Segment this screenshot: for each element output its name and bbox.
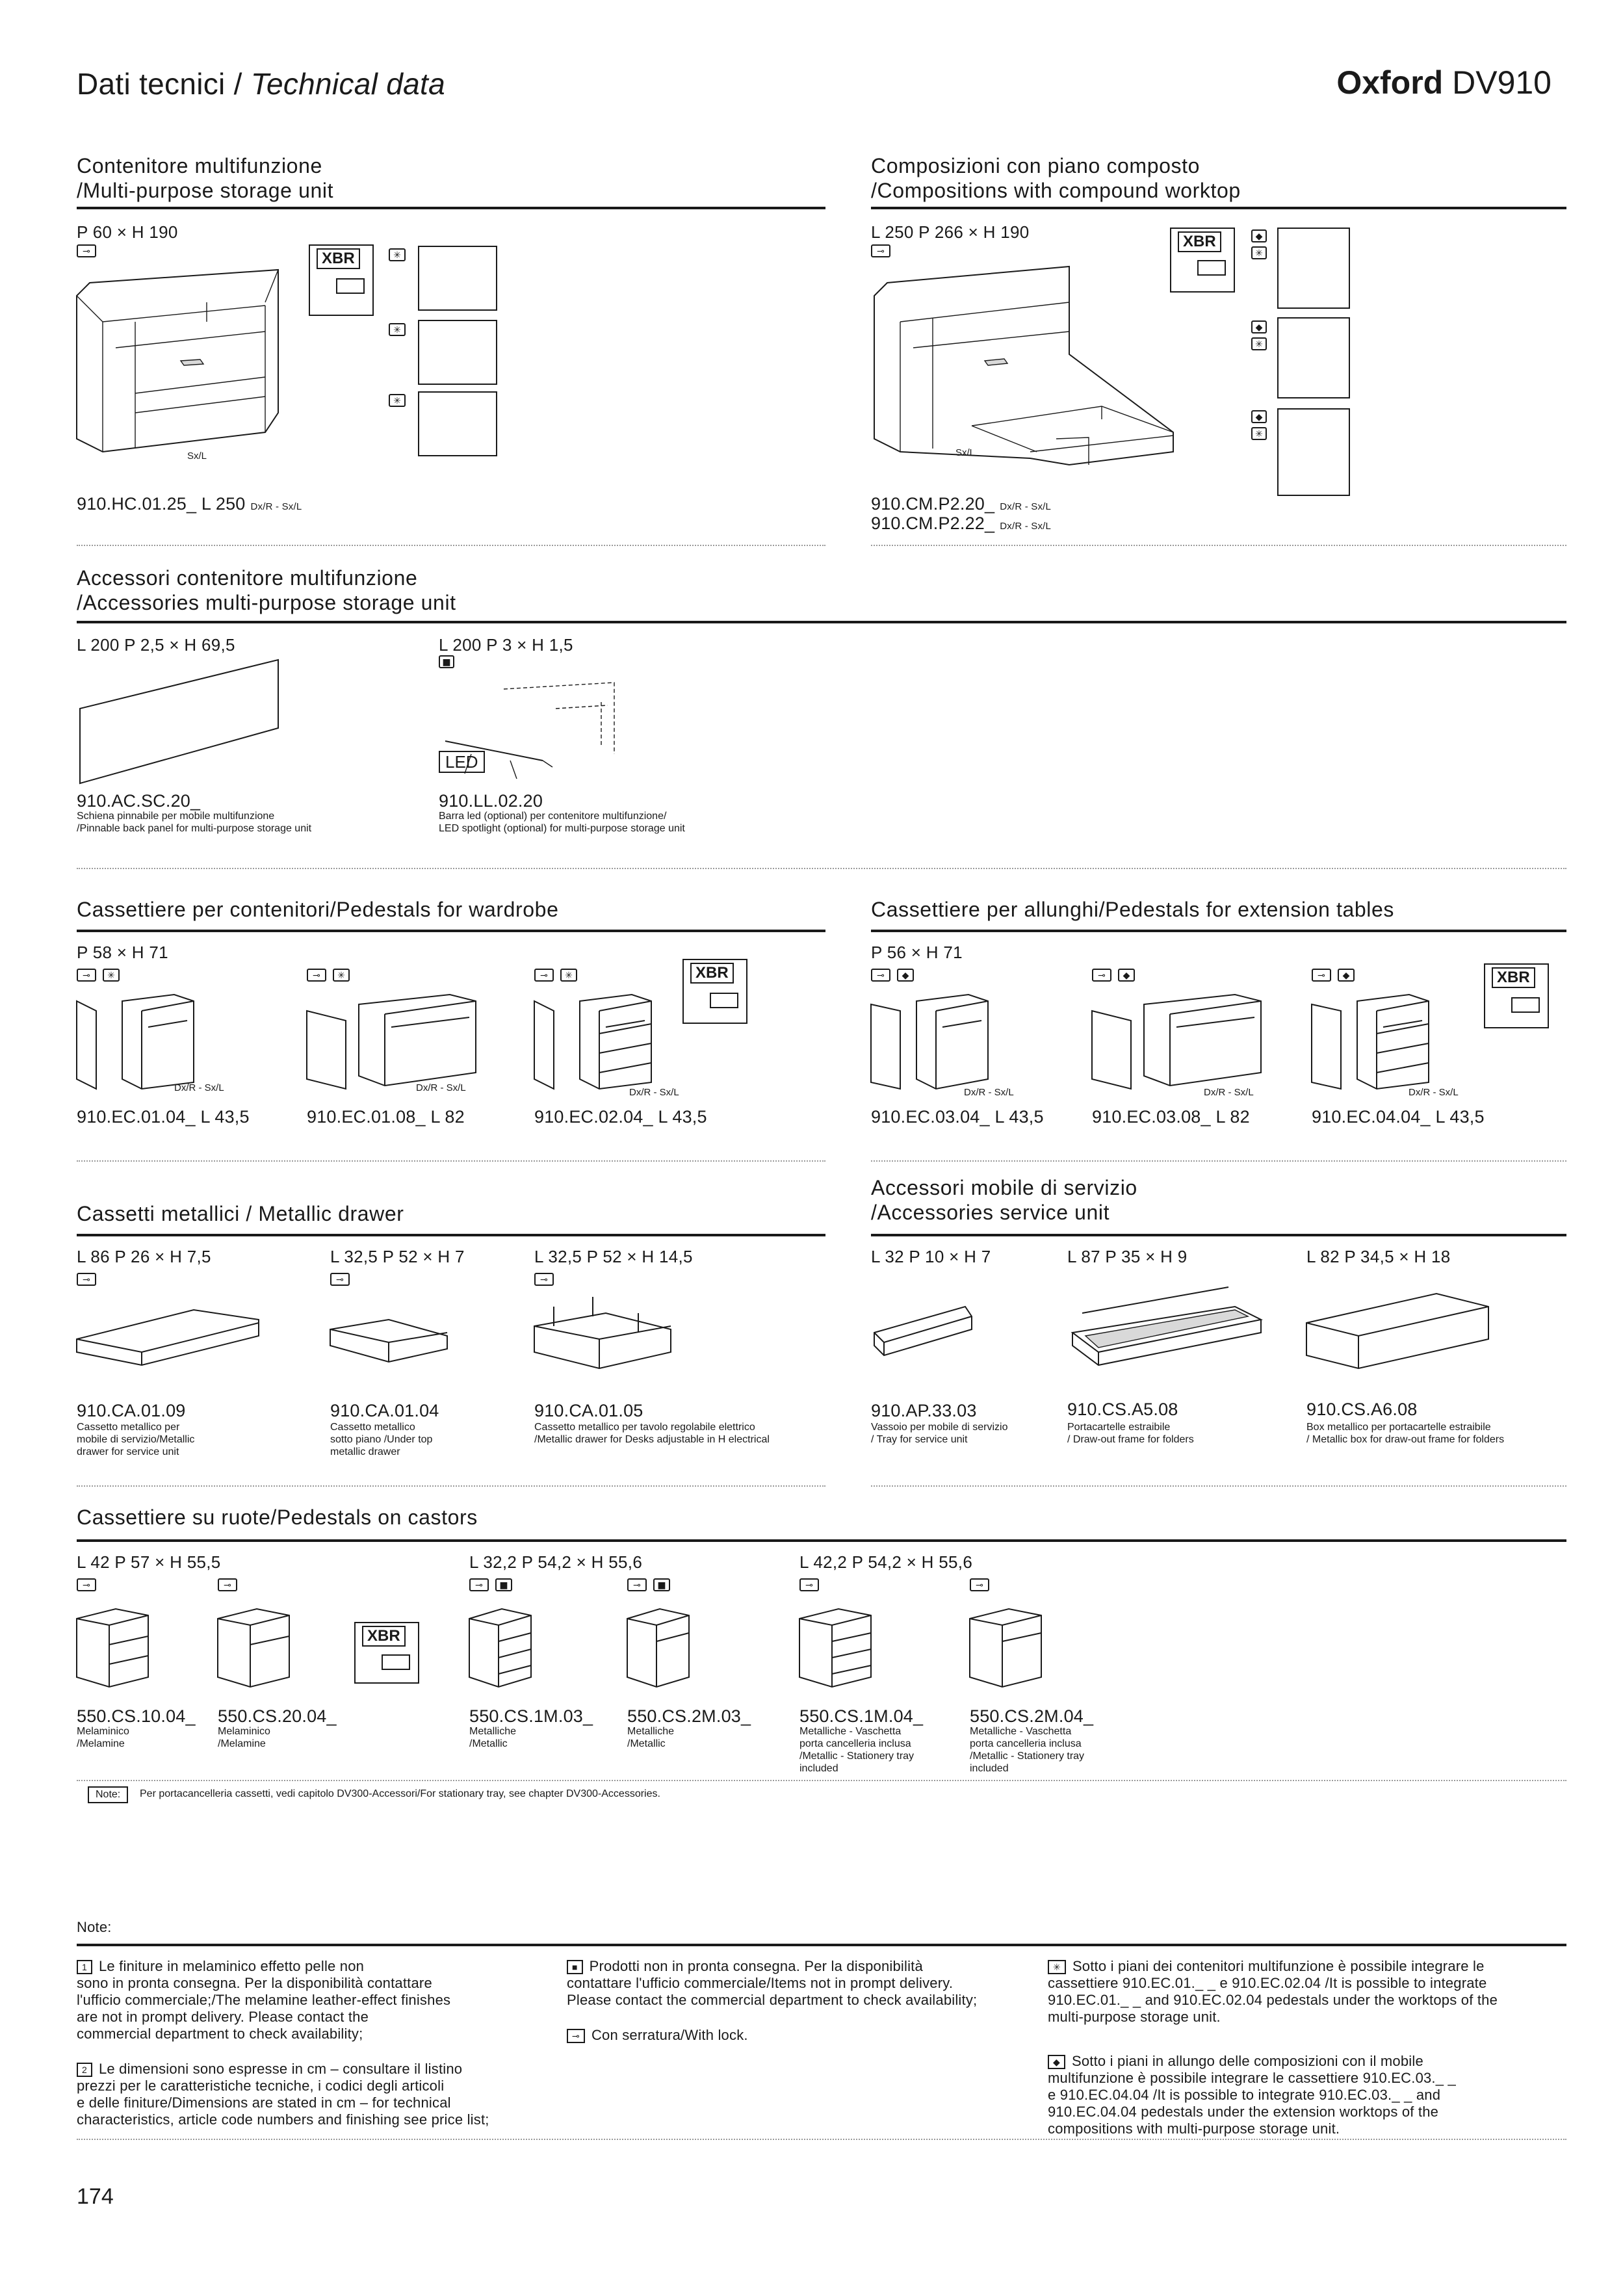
pedestal-drawing bbox=[1312, 991, 1442, 1089]
dimensions: P 58 × H 71 bbox=[77, 943, 168, 962]
dimensions: L 42,2 P 54,2 × H 55,6 bbox=[799, 1552, 973, 1572]
xbr-detail: XBR bbox=[682, 959, 747, 1024]
section-rule bbox=[871, 1234, 1566, 1236]
product-code: 910.AP.33.03 bbox=[871, 1401, 977, 1420]
section-title-pedestals-castors: Cassettiere su ruote/Pedestals on castors bbox=[77, 1506, 478, 1529]
side-label: Dx/R - Sx/L bbox=[629, 1087, 679, 1098]
lock-icon: ⊸ bbox=[534, 969, 554, 982]
dimensions: L 42 P 57 × H 55,5 bbox=[77, 1552, 221, 1572]
product-code: 550.CS.2M.03_ bbox=[627, 1706, 751, 1726]
brand-title: Oxford DV910 bbox=[1336, 64, 1552, 101]
note-tag: Note: bbox=[88, 1786, 128, 1803]
pedestal-thumb bbox=[418, 246, 497, 311]
asterisk-icon: ✳ bbox=[103, 969, 120, 982]
section-title-metallic-drawer: Cassetti metallici / Metallic drawer bbox=[77, 1202, 404, 1225]
asterisk-icon: ✳ bbox=[1251, 427, 1267, 440]
lock-icon: ⊸ bbox=[567, 2029, 585, 2043]
lock-icon: ⊸ bbox=[1312, 969, 1331, 982]
lock-icon: ⊸ bbox=[218, 1578, 237, 1591]
composition-drawing bbox=[874, 257, 1186, 484]
section-title-storage-unit: Contenitore multifunzione /Multi-purpose storage unit bbox=[77, 154, 334, 202]
side-label: Dx/R - Sx/L bbox=[964, 1087, 1014, 1098]
note-4: ⊸ Con serratura/With lock. bbox=[567, 2027, 748, 2044]
product-code: 550.CS.20.04_ bbox=[218, 1706, 337, 1726]
section-rule bbox=[77, 207, 825, 209]
lock-icon: ⊸ bbox=[330, 1273, 350, 1286]
caption: Portacartelle estraibile / Draw-out frame for folders bbox=[1067, 1422, 1194, 1445]
diamond-icon: ◆ bbox=[1048, 2055, 1065, 2069]
product-code: 910.LL.02.20 bbox=[439, 791, 543, 811]
section-title-compositions: Composizioni con piano composto /Compositions with compound worktop bbox=[871, 154, 1241, 202]
lock-icon: ⊸ bbox=[627, 1578, 647, 1591]
diamond-icon: ◆ bbox=[1251, 410, 1267, 423]
divider bbox=[871, 1160, 1566, 1162]
caption: Melaminico /Melamine bbox=[218, 1726, 270, 1749]
diamond-icon: ◆ bbox=[897, 969, 914, 982]
lock-icon: ⊸ bbox=[469, 1578, 489, 1591]
lock-icon: ⊸ bbox=[970, 1578, 989, 1591]
pedestal-thumb bbox=[1277, 317, 1350, 398]
asterisk-icon: ✳ bbox=[1251, 246, 1267, 259]
drawout-frame-drawing bbox=[1066, 1284, 1274, 1375]
pedestal-drawing bbox=[534, 991, 664, 1089]
lock-icon: ⊸ bbox=[871, 969, 890, 982]
section-rule bbox=[871, 930, 1566, 932]
dimensions: L 200 P 2,5 × H 69,5 bbox=[77, 635, 235, 655]
product-code: 550.CS.10.04_ bbox=[77, 1706, 196, 1726]
product-code: 910.CA.01.04 bbox=[330, 1401, 439, 1420]
xbr-detail: XBR bbox=[1484, 963, 1549, 1028]
castor-pedestal-drawing bbox=[799, 1606, 884, 1690]
dimensions: L 86 P 26 × H 7,5 bbox=[77, 1247, 211, 1266]
tray-drawing bbox=[874, 1303, 978, 1368]
product-code: 910.CA.01.09 bbox=[77, 1401, 186, 1420]
pedestal-drawing bbox=[307, 991, 502, 1089]
xbr-detail: XBR bbox=[354, 1622, 419, 1684]
castor-pedestal-drawing bbox=[627, 1606, 699, 1690]
note-number-2: 2 bbox=[77, 2063, 92, 2077]
section-title-pedestals-wardrobe: Cassettiere per contenitori/Pedestals for wardrobe bbox=[77, 898, 559, 921]
note-2: 2 Le dimensioni sono espresse in cm – consultare il listino prezzi per le caratteristiche tecniche, i codici degli articoli e delle finiture/Dimensions are stated in cm – for technical characteristics, article code numbers and finishing see price list; bbox=[77, 2061, 489, 2128]
side-label: Dx/R - Sx/L bbox=[1204, 1087, 1254, 1098]
divider bbox=[871, 1485, 1566, 1487]
pedestal-drawing bbox=[77, 991, 207, 1089]
caption: Melaminico /Melamine bbox=[77, 1726, 129, 1749]
lock-icon: ⊸ bbox=[77, 969, 96, 982]
castor-pedestal-drawing bbox=[218, 1606, 302, 1690]
diamond-icon: ◆ bbox=[1251, 320, 1267, 333]
divider bbox=[77, 1780, 1566, 1781]
asterisk-icon: ✳ bbox=[560, 969, 577, 982]
asterisk-icon: ✳ bbox=[1048, 1960, 1066, 1974]
note-6: ◆ Sotto i piani in allungo delle composizioni con il mobile multifunzione è possibile integrare le cassettiere 910.EC.03._ _ e 910.EC.04.04 /It is possible to integrate 910.EC.03._ _ and 910.EC.04.04 pedestals under the extension worktops of the compositions with multi-purpose storage unit. bbox=[1048, 2053, 1456, 2137]
square-icon: ■ bbox=[653, 1578, 670, 1591]
asterisk-icon: ✳ bbox=[389, 394, 406, 407]
square-icon: ■ bbox=[495, 1578, 512, 1591]
led-bar-drawing bbox=[439, 670, 634, 793]
led-label: LED bbox=[439, 751, 485, 773]
product-code: 910.HC.01.25_ L 250 Dx/R - Sx/L bbox=[77, 494, 302, 514]
section-rule bbox=[871, 207, 1566, 209]
lock-icon: ⊸ bbox=[799, 1578, 819, 1591]
dimensions: P 56 × H 71 bbox=[871, 943, 963, 962]
product-code: 910.AC.SC.20_ bbox=[77, 791, 201, 811]
lock-icon: ⊸ bbox=[77, 1273, 96, 1286]
side-label: Dx/R - Sx/L bbox=[1409, 1087, 1459, 1098]
product-code: 550.CS.2M.04_ bbox=[970, 1706, 1094, 1726]
product-code: 910.CM.P2.22_ Dx/R - Sx/L bbox=[871, 514, 1052, 533]
side-label: Dx/R - Sx/L bbox=[416, 1082, 466, 1093]
caption: Cassetto metallico per tavolo regolabile elettrico /Metallic drawer for Desks adjustable in H electrical bbox=[534, 1422, 770, 1445]
lock-icon: ⊸ bbox=[307, 969, 326, 982]
asterisk-icon: ✳ bbox=[389, 248, 406, 261]
caption: Cassetto metallico sotto piano /Under top metallic drawer bbox=[330, 1422, 433, 1457]
caption: Vassoio per mobile di servizio / Tray for service unit bbox=[871, 1422, 1008, 1445]
product-code: 910.CA.01.05 bbox=[534, 1401, 643, 1420]
notes-title: Note: bbox=[77, 1919, 112, 1935]
caption: Schiena pinnabile per mobile multifunzione /Pinnable back panel for multi-purpose storage unit bbox=[77, 811, 312, 834]
pedestal-thumb bbox=[418, 320, 497, 385]
xbr-detail: XBR bbox=[309, 244, 374, 316]
pedestal-drawing bbox=[1092, 991, 1287, 1089]
caption: Metalliche /Metallic bbox=[469, 1726, 517, 1749]
product-code: 550.CS.1M.03_ bbox=[469, 1706, 593, 1726]
lock-icon: ⊸ bbox=[871, 244, 890, 257]
side-label: Sx/L bbox=[187, 450, 207, 462]
pedestal-drawing bbox=[871, 991, 1001, 1089]
section-title-service-accessories: Accessori mobile di servizio /Accessories service unit bbox=[871, 1176, 1137, 1224]
caption: Metalliche - Vaschetta porta cancelleria inclusa /Metallic - Stationery tray included bbox=[799, 1726, 915, 1774]
asterisk-icon: ✳ bbox=[389, 323, 406, 336]
back-panel-drawing bbox=[77, 657, 298, 787]
pedestal-thumb bbox=[1277, 228, 1350, 309]
product-code: 910.EC.04.04_ L 43,5 bbox=[1312, 1107, 1485, 1127]
asterisk-icon: ✳ bbox=[1251, 337, 1267, 350]
dimensions: L 32,5 P 52 × H 14,5 bbox=[534, 1247, 693, 1266]
product-code: 550.CS.1M.04_ bbox=[799, 1706, 924, 1726]
divider bbox=[77, 1485, 825, 1487]
divider bbox=[77, 1160, 825, 1162]
product-code: 910.EC.03.04_ L 43,5 bbox=[871, 1107, 1044, 1127]
side-label: Dx/R - Sx/L bbox=[174, 1082, 224, 1093]
product-code: 910.EC.01.08_ L 82 bbox=[307, 1107, 465, 1127]
section-rule bbox=[77, 1944, 1566, 1946]
dimensions: L 32 P 10 × H 7 bbox=[871, 1247, 991, 1266]
storage-unit-drawing bbox=[77, 257, 285, 458]
divider bbox=[77, 868, 1566, 869]
section-rule bbox=[77, 1539, 1566, 1542]
dimensions: L 32,5 P 52 × H 7 bbox=[330, 1247, 465, 1266]
pedestal-thumb bbox=[1277, 408, 1350, 496]
diamond-icon: ◆ bbox=[1338, 969, 1355, 982]
dimensions: L 87 P 35 × H 9 bbox=[1067, 1247, 1188, 1266]
square-icon: ■ bbox=[439, 655, 454, 668]
lock-icon: ⊸ bbox=[1092, 969, 1111, 982]
lock-icon: ⊸ bbox=[77, 244, 96, 257]
divider bbox=[77, 545, 825, 546]
xbr-detail: XBR bbox=[1170, 228, 1235, 293]
divider bbox=[871, 545, 1566, 546]
metallic-box-drawing bbox=[1306, 1284, 1495, 1381]
divider bbox=[77, 2139, 1566, 2140]
caption: Box metallico per portacartelle estraibile / Metallic box for draw-out frame for folders bbox=[1306, 1422, 1505, 1445]
asterisk-icon: ✳ bbox=[333, 969, 350, 982]
product-code: 910.CS.A6.08 bbox=[1306, 1400, 1418, 1419]
diamond-icon: ◆ bbox=[1118, 969, 1135, 982]
side-label: Sx/L bbox=[955, 447, 976, 458]
dimensions: L 200 P 3 × H 1,5 bbox=[439, 635, 573, 655]
caption: Metalliche - Vaschetta porta cancelleria inclusa /Metallic - Stationery tray included bbox=[970, 1726, 1085, 1774]
pedestal-thumb bbox=[418, 391, 497, 456]
dimensions: L 32,2 P 54,2 × H 55,6 bbox=[469, 1552, 643, 1572]
product-code: 910.EC.01.04_ L 43,5 bbox=[77, 1107, 250, 1127]
note-3: ■ Prodotti non in pronta consegna. Per la disponibilità contattare l'ufficio commerciale/Items not in prompt delivery. Please contact the commercial department to check availability; bbox=[567, 1958, 978, 2008]
dimensions: P 60 × H 190 bbox=[77, 222, 178, 242]
metallic-drawer-drawing bbox=[77, 1300, 272, 1372]
section-rule bbox=[77, 1234, 825, 1236]
metallic-drawer-drawing bbox=[534, 1294, 677, 1378]
page-number: 174 bbox=[77, 2184, 114, 2209]
note-number-1: 1 bbox=[77, 1960, 92, 1974]
note-5: ✳ Sotto i piani dei contenitori multifunzione è possibile integrare le cassettiere 910.EC.01._ _ e 910.EC.02.04 /It is possible to integrate 910.EC.01._ _ and 910.EC.02.04 pedestals under the worktops of the multi-purpose storage unit. bbox=[1048, 1958, 1498, 2025]
section-title-pedestals-extension: Cassettiere per allunghi/Pedestals for extension tables bbox=[871, 898, 1394, 921]
product-code: 910.EC.02.04_ L 43,5 bbox=[534, 1107, 707, 1127]
square-icon: ■ bbox=[567, 1960, 583, 1974]
lock-icon: ⊸ bbox=[77, 1578, 96, 1591]
page-title: Dati tecnici / Technical data bbox=[77, 67, 445, 101]
castor-pedestal-drawing bbox=[469, 1606, 541, 1690]
caption: Cassetto metallico per mobile di servizio/Metallic drawer for service unit bbox=[77, 1422, 195, 1457]
dimensions: L 250 P 266 × H 190 bbox=[871, 222, 1030, 242]
metallic-drawer-drawing bbox=[330, 1307, 460, 1378]
caption: Metalliche /Metallic bbox=[627, 1726, 675, 1749]
product-code: 910.CM.P2.20_ Dx/R - Sx/L bbox=[871, 494, 1052, 514]
product-code: 910.EC.03.08_ L 82 bbox=[1092, 1107, 1250, 1127]
dimensions: L 82 P 34,5 × H 18 bbox=[1306, 1247, 1451, 1266]
caption: Barra led (optional) per contenitore multifunzione/ LED spotlight (optional) for multi-purpose storage unit bbox=[439, 811, 685, 834]
product-code: 910.CS.A5.08 bbox=[1067, 1400, 1178, 1419]
section-rule bbox=[77, 621, 1566, 623]
section-rule bbox=[77, 930, 825, 932]
lock-icon: ⊸ bbox=[534, 1273, 554, 1286]
castor-pedestal-drawing bbox=[970, 1606, 1054, 1690]
diamond-icon: ◆ bbox=[1251, 229, 1267, 242]
note-text: Per portacancelleria cassetti, vedi capitolo DV300-Accessori/For stationary tray, see chapter DV300-Accessories. bbox=[140, 1788, 660, 1799]
section-title-accessories: Accessori contenitore multifunzione /Accessories multi-purpose storage unit bbox=[77, 566, 456, 614]
note-1: 1 Le finiture in melaminico effetto pelle non sono in pronta consegna. Per la disponibilità contattare l'ufficio commerciale;/The melamine leather-effect finishes are not in prompt delivery. Please contact the commercial department to check availability; bbox=[77, 1958, 451, 2042]
castor-pedestal-drawing bbox=[77, 1606, 161, 1690]
